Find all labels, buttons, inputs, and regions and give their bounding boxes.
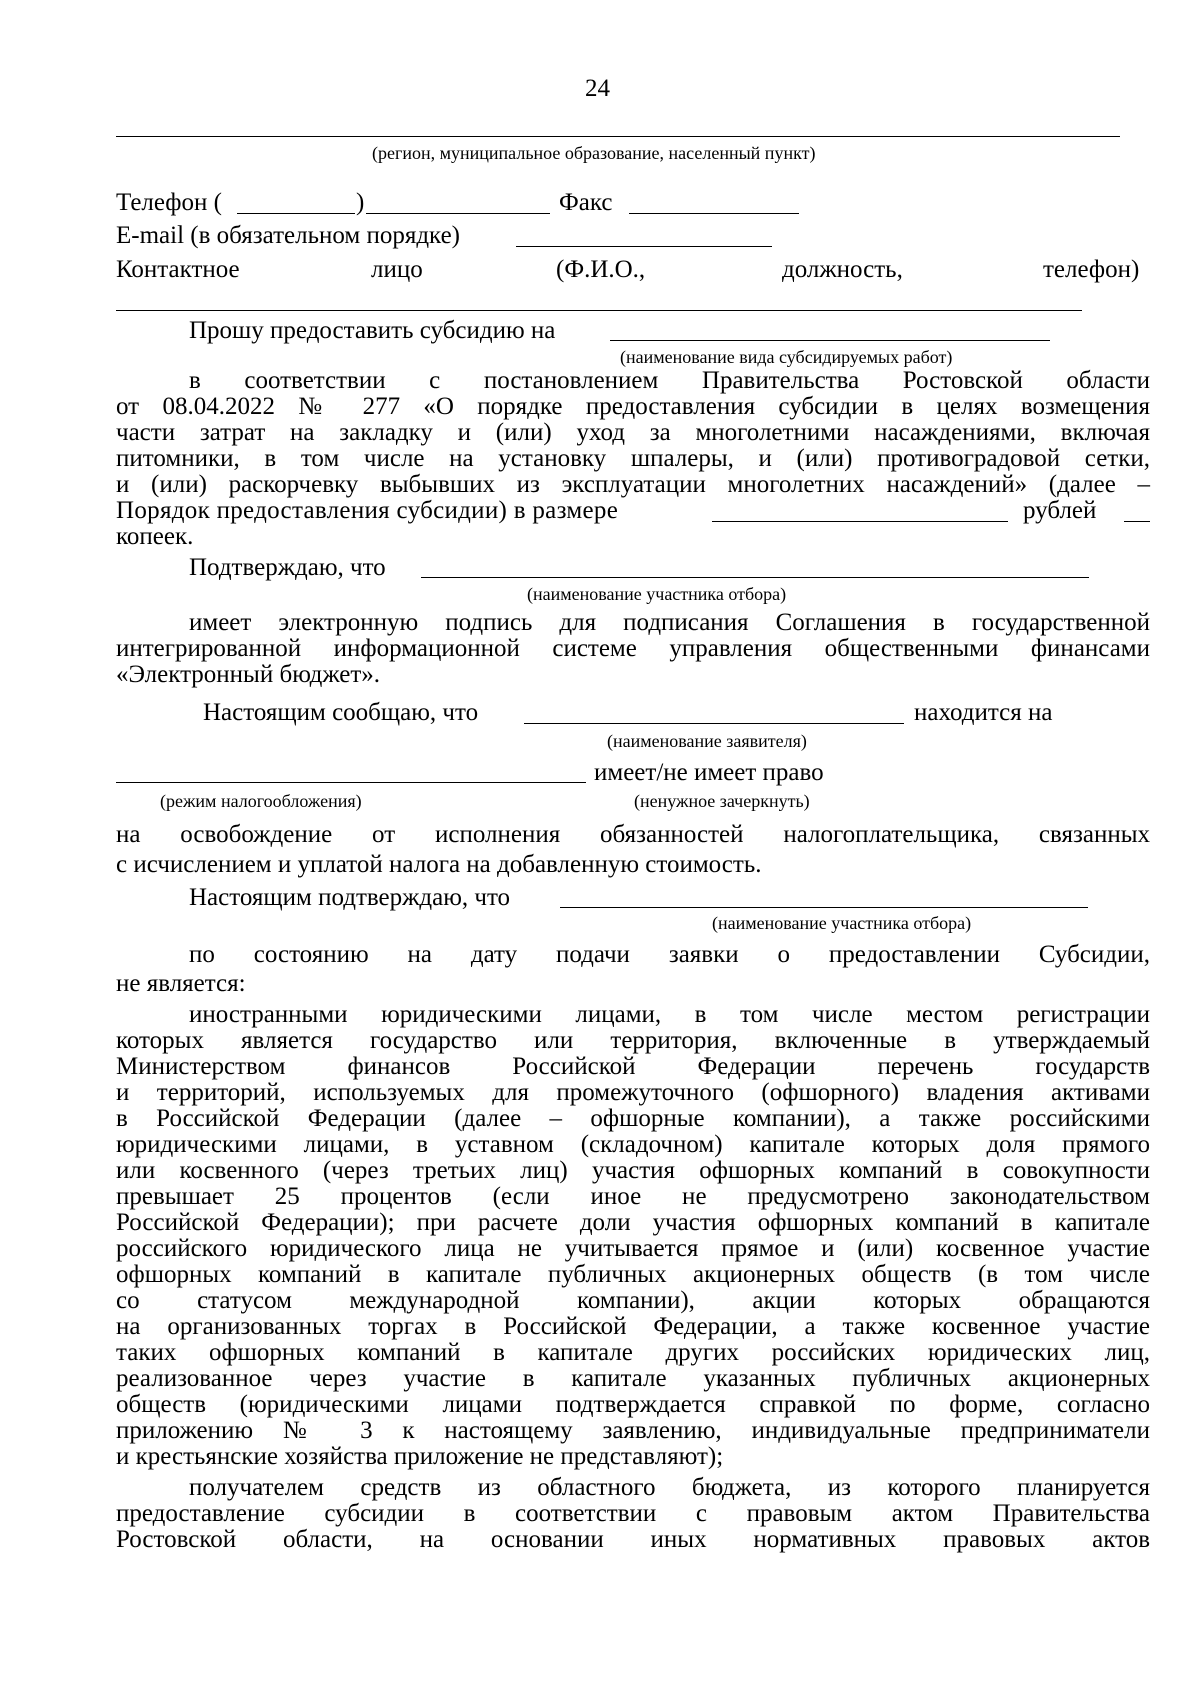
- request-line-1: в соответствии с постановлением Правительства Ростовской области: [189, 367, 1150, 394]
- confirm-status-lead: Настоящим подтверждаю, что: [189, 884, 511, 911]
- phone-close-paren: ): [356, 189, 365, 216]
- confirm-signature-lead: Подтверждаю, что: [189, 554, 386, 581]
- located-on-label: находится на: [914, 699, 1053, 726]
- offshore-line-1: иностранными юридическими лицами, в том числе местом регистрации: [189, 1001, 1150, 1028]
- request-line-4: питомники, в том числе на установку шпалеры, и (или) противоградовой сетки,: [116, 445, 1150, 472]
- request-line-3: части затрат на закладку и (или) уход за многолетними насаждениями, включая: [116, 419, 1150, 446]
- email-label: E-mail (в обязательном порядке): [116, 222, 460, 249]
- offshore-line-7: или косвенного (через третьих лиц) участия офшорных компаний в совокупности: [116, 1157, 1150, 1184]
- tax-line-2: с исчислением и уплатой налога на добавленную стоимость.: [116, 851, 762, 878]
- request-lead: Прошу предоставить субсидию на: [189, 317, 556, 344]
- offshore-line-6: юридическими лицами, в уставном (складочном) капитале которых доля прямого: [116, 1131, 1150, 1158]
- tax-lead: Настоящим сообщаю, что: [203, 699, 479, 726]
- strike-caption: (ненужное зачеркнуть): [634, 791, 810, 811]
- offshore-line-11: офшорных компаний в капитале публичных акционерных обществ (в том числе: [116, 1261, 1150, 1288]
- offshore-line-10: российского юридического лица не учитывается прямое и (или) косвенное участие: [116, 1235, 1150, 1262]
- work-type-blank: [610, 340, 1050, 341]
- offshore-line-4: и территорий, используемых для промежуточного (офшорного) владения активами: [116, 1079, 1150, 1106]
- participant-caption-2: (наименование участника отбора): [712, 913, 972, 933]
- participant-caption-1: (наименование участника отбора): [527, 584, 787, 604]
- region-blank-line: [116, 136, 1120, 137]
- page-number: 24: [585, 75, 610, 102]
- offshore-line-8: превышает 25 процентов (если иное не предусмотрено законодательством: [116, 1183, 1150, 1210]
- request-line-2: от 08.04.2022 № 277 «О порядке предоставления субсидии в целях возмещения: [116, 393, 1150, 420]
- participant-blank-2: [560, 907, 1088, 908]
- offshore-line-13: на организованных торгах в Российской Федерации, а также косвенное участие: [116, 1313, 1150, 1340]
- phone-label: Телефон (: [116, 189, 222, 216]
- amount-prefix: Порядок предоставления субсидии) в размере: [116, 497, 619, 524]
- status-line-2: не является:: [116, 970, 246, 997]
- work-type-caption: (наименование вида субсидируемых работ): [620, 347, 953, 367]
- offshore-line-18: и крестьянские хозяйства приложение не представляют);: [116, 1443, 724, 1470]
- signature-line-2: интегрированной информационной системе управления общественными финансами: [116, 635, 1150, 662]
- fax-label: Факс: [559, 189, 613, 216]
- applicant-caption: (наименование заявителя): [607, 731, 807, 751]
- offshore-line-2: которых является государство или территория, включенные в утверждаемый: [116, 1027, 1150, 1054]
- request-line-5: и (или) раскорчевку выбывших из эксплуатации многолетних насаждений» (далее –: [116, 471, 1150, 498]
- contact-word-1: Контактное: [116, 256, 240, 283]
- offshore-line-17: приложению № 3 к настоящему заявлению, индивидуальные предприниматели: [116, 1417, 1150, 1444]
- offshore-line-3: Министерством финансов Российской Федерации перечень государств: [116, 1053, 1150, 1080]
- offshore-line-14: таких офшорных компаний в капитале других российских юридических лиц,: [116, 1339, 1150, 1366]
- tax-line-1: на освобождение от исполнения обязанностей налогоплательщика, связанных: [116, 821, 1150, 848]
- phone-code-blank: [237, 213, 355, 214]
- rubles-label: рублей: [1023, 497, 1097, 524]
- contact-word-5: телефон): [1043, 256, 1140, 283]
- participant-blank-1: [421, 577, 1089, 578]
- budget-line-2: предоставление субсидии в соответствии с правовым актом Правительства: [116, 1500, 1150, 1527]
- contact-blank-line: [116, 310, 1082, 311]
- applicant-blank: [524, 723, 904, 724]
- offshore-line-12: со статусом международной компании), акции которых обращаются: [116, 1287, 1150, 1314]
- tax-regime-blank: [116, 782, 586, 783]
- offshore-line-9: Российской Федерации); при расчете доли участия офшорных компаний в капитале: [116, 1209, 1150, 1236]
- amount-kopecks-blank: [1124, 521, 1150, 522]
- contact-word-3: (Ф.И.О.,: [556, 256, 646, 283]
- budget-line-1: получателем средств из областного бюджета, из которого планируется: [189, 1474, 1150, 1501]
- signature-line-3: «Электронный бюджет».: [116, 661, 381, 688]
- status-line-1: по состоянию на дату подачи заявки о предоставлении Субсидии,: [189, 941, 1150, 968]
- amount-rubles-blank: [712, 521, 1008, 522]
- fax-blank: [629, 213, 799, 214]
- offshore-line-16: обществ (юридическими лицами подтверждается справкой по форме, согласно: [116, 1391, 1150, 1418]
- phone-number-blank: [366, 213, 550, 214]
- contact-word-4: должность,: [782, 256, 903, 283]
- email-blank: [516, 246, 772, 247]
- right-choice-label: имеет/не имеет право: [594, 759, 824, 786]
- budget-line-3: Ростовской области, на основании иных нормативных правовых актов: [116, 1526, 1150, 1553]
- kopecks-label: копеек.: [116, 523, 194, 550]
- region-caption: (регион, муниципальное образование, населенный пункт): [372, 143, 816, 163]
- offshore-line-5: в Российской Федерации (далее – офшорные компании), а также российскими: [116, 1105, 1150, 1132]
- contact-word-2: лицо: [371, 256, 423, 283]
- offshore-line-15: реализованное через участие в капитале указанных публичных акционерных: [116, 1365, 1150, 1392]
- signature-line-1: имеет электронную подпись для подписания Соглашения в государственной: [189, 609, 1150, 636]
- tax-regime-caption: (режим налогообложения): [160, 791, 362, 811]
